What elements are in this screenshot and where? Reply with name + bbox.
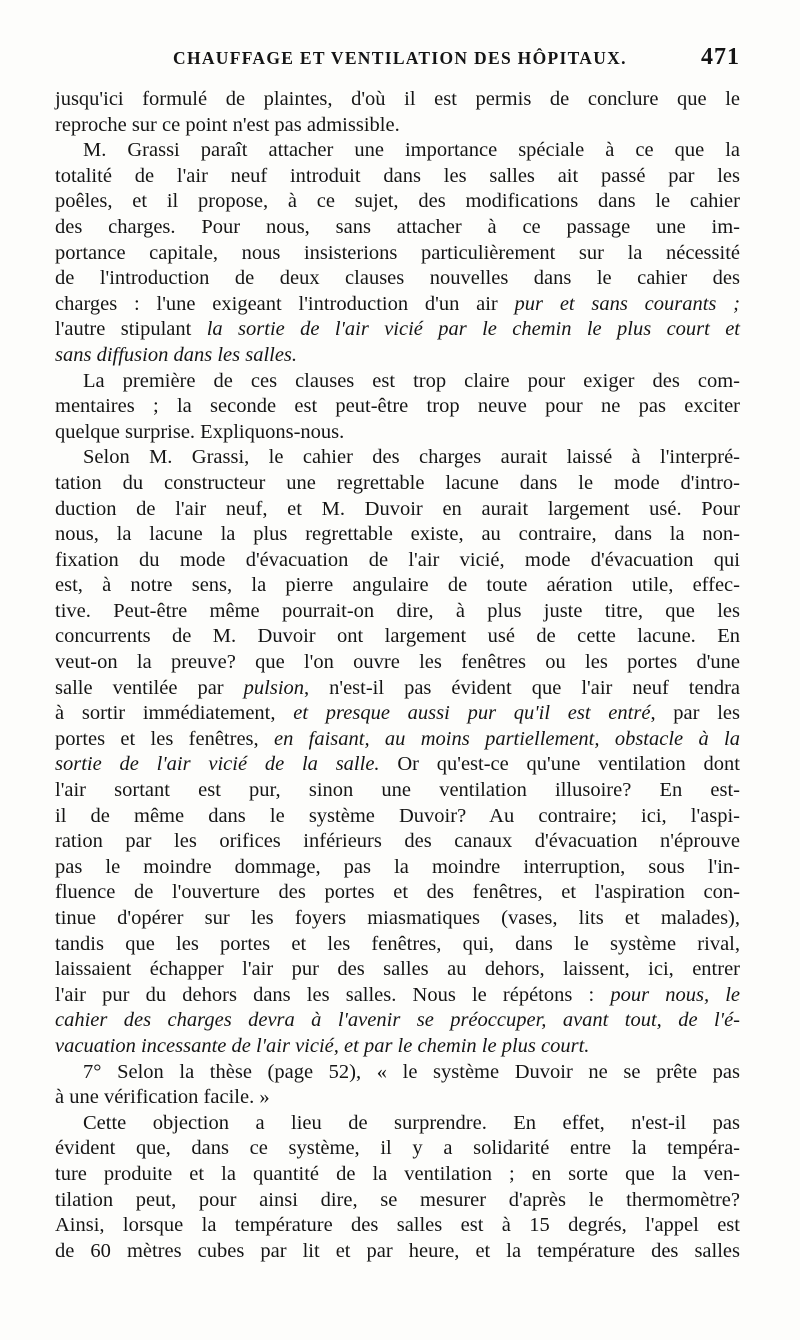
- running-header: [55, 44, 740, 74]
- text-line: [55, 369, 740, 395]
- text-line: [55, 1008, 740, 1034]
- text-segment: l'air sortant est pur, sinon une ventilation illusoire? En est-: [55, 779, 740, 802]
- text-segment: fluence de l'ouverture des portes et des fenêtres, et l'aspiration con-: [55, 881, 740, 904]
- text-segment: pas le moindre dommage, pas la moindre interruption, sous l'in-: [55, 855, 740, 878]
- text-segment: reproche sur ce point n'est pas admissible.: [55, 113, 400, 136]
- text-line: [55, 343, 740, 369]
- text-line: [55, 394, 740, 420]
- text-line: [55, 727, 740, 753]
- text-line: [55, 573, 740, 599]
- text-line: [55, 752, 740, 778]
- text-line: [55, 189, 740, 215]
- italic-text: la sortie de l'air vicié par le chemin le plus court et: [206, 318, 741, 341]
- text-line: [55, 164, 740, 190]
- text-line: [55, 829, 740, 855]
- text-segment: laissaient échapper l'air pur des salles au dehors, laissent, ici, entrer: [55, 958, 740, 981]
- text-line: [55, 906, 740, 932]
- text-line: [55, 548, 740, 574]
- text-line: [55, 983, 740, 1009]
- text-line: [55, 445, 740, 471]
- text-segment: nous, la lacune la plus regrettable existe, au contraire, dans la non-: [55, 523, 740, 546]
- text-line: [55, 1239, 740, 1265]
- text-segment: salle ventilée par: [55, 676, 244, 699]
- text-segment: est, à notre sens, la pierre angulaire de toute aération utile, effec-: [55, 574, 740, 597]
- text-line: [55, 420, 740, 446]
- text-segment: Ainsi, lorsque la température des salles est à 15 degrés, l'appel est: [55, 1214, 740, 1237]
- text-segment: Or qu'est-ce qu'une ventilation dont: [379, 753, 740, 776]
- text-segment: à sortir immédiatement,: [55, 702, 294, 725]
- italic-text: en faisant, au moins partiellement, obstacle à la: [273, 727, 740, 750]
- text-segment: tinue d'opérer sur les foyers miasmatiques (vases, lits et malades),: [55, 907, 740, 929]
- text-line: [55, 650, 740, 676]
- text-segment: tilation peut, pour ainsi dire, se mesurer d'après le thermomètre?: [55, 1188, 740, 1211]
- italic-text: pulsion: [243, 676, 305, 699]
- text-segment: Cette objection a lieu de surprendre. En effet, n'est-il pas: [83, 1111, 740, 1134]
- text-segment: Selon M. Grassi, le cahier des charges aurait laissé à l'interpré-: [83, 446, 740, 469]
- text-line: [55, 522, 740, 548]
- text-segment: concurrents de M. Duvoir ont largement usé de cette lacune. En: [55, 625, 740, 648]
- text-segment: fixation du mode d'évacuation de l'air vicié, mode d'évacuation qui: [55, 548, 740, 571]
- italic-text: pour nous, le: [610, 983, 741, 1006]
- text-line: [55, 804, 740, 830]
- page-number: 471: [701, 44, 740, 70]
- text-segment: ration par les orifices inférieurs des canaux d'évacuation n'éprouve: [55, 830, 740, 853]
- text-segment: l'air pur du dehors dans les salles. Nous le répétons :: [55, 983, 611, 1006]
- running-title: CHAUFFAGE ET VENTILATION DES HÔPITAUX.: [173, 48, 627, 68]
- text-line: [55, 1111, 740, 1137]
- text-line: [55, 1188, 740, 1214]
- text-segment: mentaires ; la seconde est peut-être trop neuve pour ne pas exciter: [55, 395, 740, 418]
- text-segment: totalité de l'air neuf introduit dans les salles ait passé par les: [55, 164, 740, 187]
- text-line: [55, 1034, 740, 1060]
- text-segment: portance capitale, nous insisterions particulièrement sur la nécessité: [55, 241, 740, 264]
- text-segment: La première de ces clauses est trop claire pour exiger des com-: [83, 369, 740, 392]
- text-line: [55, 701, 740, 727]
- text-line: [55, 1136, 740, 1162]
- text-line: [55, 1060, 740, 1086]
- text-line: [55, 676, 740, 702]
- text-segment: poêles, et il propose, à ce sujet, des modifications dans le cahier: [55, 190, 740, 213]
- text-segment: duction de l'air neuf, et M. Duvoir en aurait largement usé. Pour: [55, 497, 740, 520]
- text-segment: de l'introduction de deux clauses nouvelles dans le cahier des: [55, 267, 740, 290]
- text-line: [55, 778, 740, 804]
- text-segment: portes et les fenêtres,: [55, 727, 274, 750]
- text-segment: 7° Selon la thèse (page 52), « le système Duvoir ne se prête pas: [83, 1060, 740, 1083]
- text-segment: tive. Peut-être même pourrait-on dire, à plus juste titre, que les: [55, 599, 740, 622]
- text-line: [55, 317, 740, 343]
- text-segment: , n'est-il pas évident que l'air neuf tendra: [304, 676, 740, 699]
- text-line: [55, 880, 740, 906]
- text-segment: tandis que les portes et les fenêtres, qui, dans le système rival,: [55, 932, 740, 955]
- text-segment: l'autre stipulant: [55, 318, 207, 341]
- text-line: [55, 497, 740, 523]
- text-line: [55, 1162, 740, 1188]
- text-line: [55, 215, 740, 241]
- text-segment: , par les: [650, 702, 740, 725]
- text-segment: de 60 mètres cubes par lit et par heure, et la température des salles: [55, 1239, 740, 1262]
- text-segment: à une vérification facile. »: [55, 1086, 270, 1109]
- text-line: [55, 292, 740, 318]
- text-line: [55, 957, 740, 983]
- text-line: [55, 624, 740, 650]
- text-line: [55, 113, 740, 139]
- text-segment: veut-on la preuve? que l'on ouvre les fenêtres ou les portes d'une: [55, 651, 740, 674]
- text-segment: des charges. Pour nous, sans attacher à ce passage une im-: [55, 215, 740, 238]
- text-segment: M. Grassi paraît attacher une importance spéciale à ce que la: [83, 139, 740, 162]
- text-line: [55, 1213, 740, 1239]
- text-line: [55, 932, 740, 958]
- italic-text: cahier des charges devra à l'avenir se préoccuper, avant tout, de l'é-: [55, 1009, 740, 1032]
- text-line: [55, 1085, 740, 1111]
- italic-text: et presque aussi pur qu'il est entré: [293, 702, 651, 725]
- body-text: [55, 87, 740, 1264]
- text-segment: il de même dans le système Duvoir? Au contraire; ici, l'aspi-: [55, 804, 740, 827]
- text-line: [55, 599, 740, 625]
- text-line: [55, 266, 740, 292]
- italic-text: sans diffusion dans les salles.: [55, 343, 298, 366]
- text-segment: tation du constructeur une regrettable lacune dans le mode d'intro-: [55, 471, 740, 494]
- italic-text: pur et sans courants ;: [514, 292, 741, 315]
- italic-text: vacuation incessante de l'air vicié, et par le chemin le plus court.: [55, 1034, 590, 1057]
- text-line: [55, 241, 740, 267]
- text-segment: évident que, dans ce système, il y a solidarité entre la tempéra-: [55, 1137, 740, 1160]
- text-segment: jusqu'ici formulé de plaintes, d'où il est permis de conclure que le: [55, 88, 740, 110]
- text-segment: quelque surprise. Expliquons-nous.: [55, 420, 345, 443]
- text-line: [55, 471, 740, 497]
- text-line: [55, 855, 740, 881]
- text-line: [55, 138, 740, 164]
- text-segment: ture produite et la quantité de la ventilation ; en sorte que la ven-: [55, 1162, 740, 1185]
- italic-text: sortie de l'air vicié de la salle.: [55, 753, 380, 776]
- text-segment: charges : l'une exigeant l'introduction d'un air: [55, 292, 515, 315]
- text-line: [55, 87, 740, 113]
